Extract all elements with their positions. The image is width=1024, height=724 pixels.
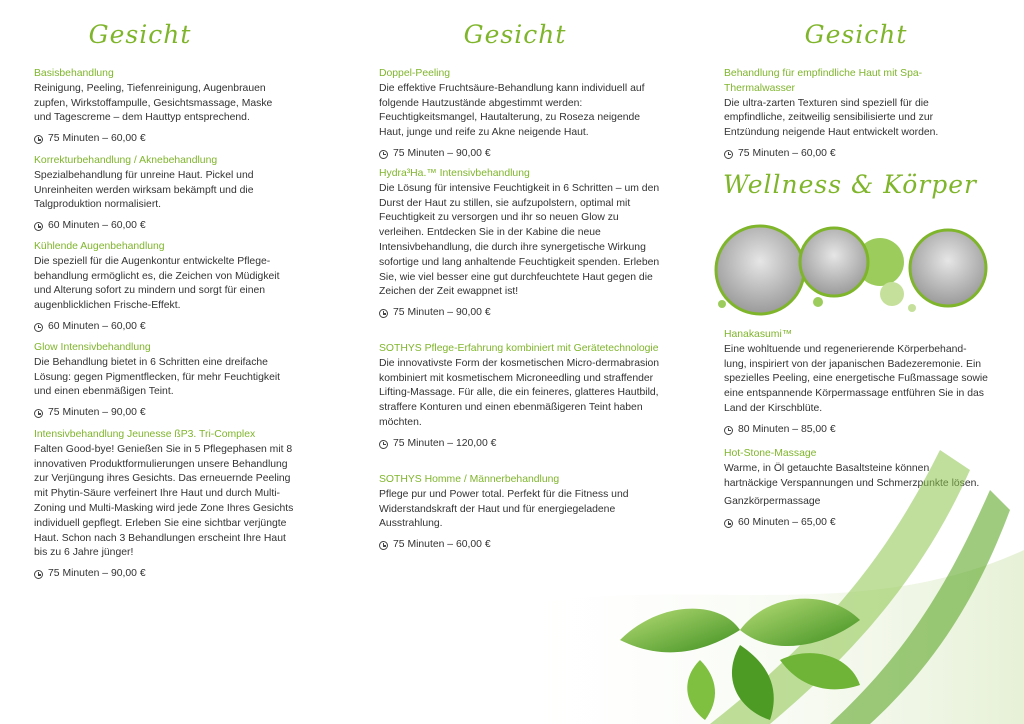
clock-icon (379, 309, 388, 318)
service-item (34, 341, 289, 421)
photo-face-3 (910, 230, 986, 306)
photo-face-1 (716, 226, 804, 314)
clock-icon (724, 150, 733, 159)
clock-icon (379, 440, 388, 449)
service-item (34, 154, 289, 234)
service-title: Kühlende Augenbehandlung (34, 241, 165, 252)
service-item (724, 67, 974, 162)
decor-circle (813, 297, 823, 307)
heading-gesicht-3: Gesicht (804, 20, 908, 49)
service-title: Hot-Stone-Massage (724, 448, 817, 459)
service-price: 75 Minuten – 60,00 € (379, 538, 661, 553)
clock-icon (379, 541, 388, 550)
photo-face-2 (800, 228, 868, 296)
decor-circle (908, 304, 916, 312)
clock-icon (34, 570, 43, 579)
service-price: 80 Minuten – 85,00 € (724, 423, 989, 438)
service-description: Die effektive Fruchtsäure-Behandlung kann individuell auf folgende Hautzustände abgestimmt werden: Feuchtigkeitsmangel, Hautalterung, zu Roseza neigende Haut, junge und reife zu Akne neigende Haut. (379, 82, 645, 139)
service-title: Basisbehandlung (34, 68, 114, 79)
service-price: 75 Minuten – 60,00 € (724, 147, 974, 162)
service-price: 75 Minuten – 90,00 € (34, 567, 294, 582)
service-title: Intensivbehandlung Jeunesse ßP3. Tri-Complex (34, 429, 256, 440)
service-item (724, 328, 989, 438)
service-title: Hydra³Ha.™ Intensivbehandlung (379, 168, 530, 179)
service-price: 60 Minuten – 60,00 € (34, 219, 289, 234)
service-title: SOTHYS Homme / Männerbehandlung (379, 474, 560, 485)
heading-gesicht-1: Gesicht (88, 20, 192, 49)
service-title: Glow Intensivbehandlung (34, 342, 151, 353)
clock-icon (34, 409, 43, 418)
photo-collage (712, 222, 992, 322)
service-description: Reinigung, Peeling, Tiefenreinigung, Augenbrauen zupfen, Wirkstoffampulle, Gesichtsmassage, Maske und Tagescreme – dem Hauttyp entsprechend. (34, 82, 273, 124)
service-description: Spezialbehandlung für unreine Haut. Pickel und Unreinheiten werden wirksam bekämpft und die Talgproduktion normalisiert. (34, 169, 254, 211)
service-description: Pflege pur und Power total. Perfekt für die Fitness und Widerstandskraft der Haut und für energiegeladene Ausstrahlung. (379, 488, 629, 530)
service-price: 75 Minuten – 120,00 € (379, 437, 661, 452)
service-item (34, 240, 289, 335)
service-description: Die ultra-zarten Texturen sind speziell für die empfindliche, zeitweilig sensibilisierte und zur Entzündung neigende Haut entwickelt worden. (724, 97, 939, 139)
service-description: Falten Good-bye! Genießen Sie in 5 Pflegephasen mit 8 innovativen Produktformulierungen unsere Behandlung zur Verjüngung ihres Gesichts. Das erneuernde Peeling mit Phytin-Säure verfeinert Ihre Haut und durch Multi-Zoning und Multi-Masking wird jede Zone Ihres Gesichts individuell gepflegt. Erleben Sie eine sichtbar verjüngte Haut. Schon nach 3 Behandlungen erscheint Ihre Haut bis zu 6 Jahre jünger! (34, 443, 294, 559)
service-item (379, 67, 661, 162)
service-price: 75 Minuten – 90,00 € (379, 147, 661, 162)
service-extra: Ganzkörpermassage (724, 496, 821, 508)
leaf-decoration (470, 430, 1024, 724)
decor-circle (880, 282, 904, 306)
service-price: 75 Minuten – 60,00 € (34, 132, 289, 147)
clock-icon (34, 222, 43, 231)
service-title: Hanakasumi™ (724, 329, 793, 340)
service-price: 75 Minuten – 90,00 € (379, 306, 661, 321)
service-title: Korrekturbehandlung / Aknebehandlung (34, 155, 218, 166)
clock-icon (34, 135, 43, 144)
service-item (34, 428, 294, 582)
service-item (379, 167, 661, 321)
service-description: Warme, in Öl getauchte Basaltsteine können hartnäckige Verspannungen und Schmerzpunkte lösen. (724, 462, 980, 489)
service-price: 75 Minuten – 90,00 € (34, 406, 289, 421)
service-description: Die innovativste Form der kosmetischen Micro-dermabrasion kombiniert mit kosmetischem Microneedling und straffender Lifting-Massage. Für alle, die ein feineres, glatteres Hautbild, straffere Konturen und einen ebenmäßigeren Teint haben möchten. (379, 357, 660, 428)
service-price: 60 Minuten – 65,00 € (724, 516, 984, 531)
clock-icon (379, 150, 388, 159)
service-title: Doppel-Peeling (379, 68, 451, 79)
service-description: Eine wohltuende und regenerierende Körperbehand-lung, inspiriert von der japanischen Badezeremonie. Ein spezielles Peeling, eine energetische Fußmassage sowie eine entspannende Körpermassage entführen Sie in das Land der Kirschblüte. (724, 343, 988, 414)
service-title: Behandlung für empfindliche Haut mit Spa-Thermalwasser (724, 68, 923, 94)
service-price: 60 Minuten – 60,00 € (34, 320, 289, 335)
decor-circle (718, 300, 726, 308)
service-title: SOTHYS Pflege-Erfahrung kombiniert mit Gerätetechnologie (379, 343, 659, 354)
clock-icon (34, 323, 43, 332)
service-description: Die Lösung für intensive Feuchtigkeit in 6 Schritten – um den Durst der Haut zu stillen, sie aufzupolstern, optimal mit Feuchtigkeit zu versorgen und ihr so neuen Glow zu verleihen. Entdecken Sie in der Kabine die neue Intensivbehandlung, die durch ihre synergetische Wirkung sofortige und lang anhaltende Feuchtigkeit spenden. Erleben Sie, wie viel besser eine gut durchfeuchtete Haut gegen die Zeichen der Zeit ewappnet ist! (379, 182, 660, 298)
heading-wellness: Wellness & Körper (723, 170, 977, 199)
service-item (34, 67, 289, 147)
service-description: Die speziell für die Augenkontur entwickelte Pflege-behandlung ermöglicht es, die Zeichen von Müdigkeit und Alterung sofort zu mindern und sorgt für einen augenblicklichen Frische-Effekt. (34, 255, 280, 312)
service-description: Die Behandlung bietet in 6 Schritten eine dreifache Lösung: gegen Pigmentflecken, für mehr Feuchtigkeit und einen ebenmäßigen Teint. (34, 356, 281, 398)
heading-gesicht-2: Gesicht (463, 20, 567, 49)
